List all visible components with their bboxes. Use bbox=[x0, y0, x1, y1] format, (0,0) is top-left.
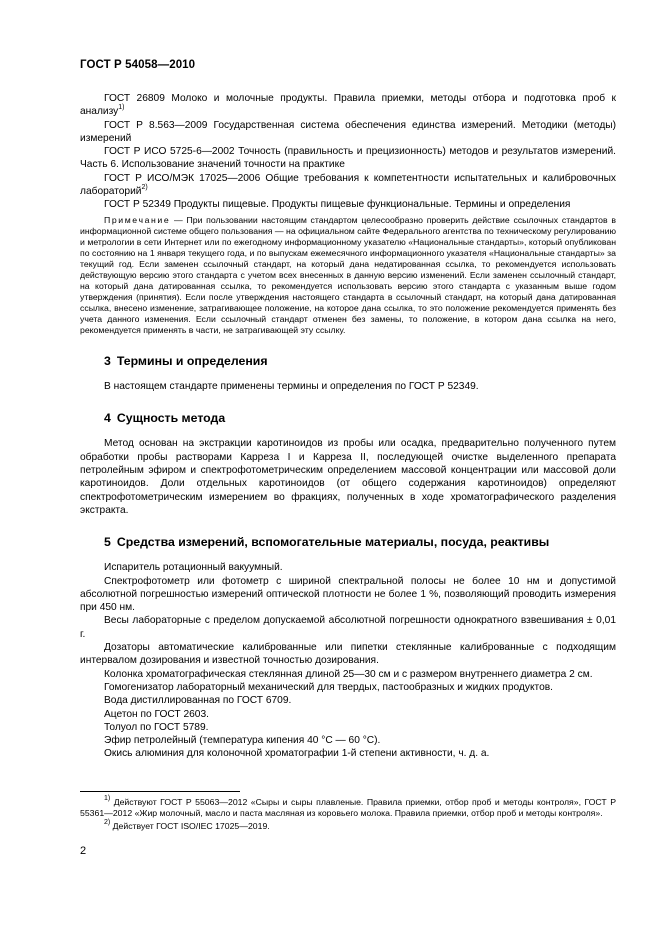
equipment-item: Гомогенизатор лабораторный механический для твердых, пастообразных и жидких продуктов. bbox=[104, 681, 553, 693]
document-body bbox=[80, 92, 616, 761]
section-4-text: Метод основан на экстракции каротиноидов из пробы или осадка, предварительно полученного путем обработки пробы растворами Карреза I и Карреза II, последующей очистке выделенного препарата петролейным эфиром и спектрофотометрическим определением массовой концентрации или массовой доли каротиноидов. Доли отдельных каротиноидов (от общего содержания каротиноидов) определяют спектрофотометрическим измерением во фракциях, полученных в ходе хроматографического разделения экстракта. bbox=[80, 438, 616, 516]
reference-item: ГОСТ Р ИСО 5725-6—2002 Точность (правильность и прецизионность) методов и результатов измерений. Часть 6. Использование значений точности на практике bbox=[80, 146, 616, 171]
footnote: $^{2)}$ Действует ГОСТ ISO/IEC 17025—2019. bbox=[104, 819, 270, 832]
equipment-item: Колонка хроматографическая стеклянная длиной 25—30 см и с размером внутреннего диаметра 2 см. bbox=[104, 668, 593, 680]
reference-item: ГОСТ Р 8.563—2009 Государственная система обеспечения единства измерений. Методики (методы) измерений bbox=[80, 119, 616, 144]
footnote: $^{1)}$ Действуют ГОСТ Р 55063—2012 «Сыры и сыры плавленые. Правила приемки, отбор проб и методы контроля», ГОСТ Р 55361—2012 «Жир молочный, масло и паста масляная из коровьего молока. Правила приемки, отбор проб и методы контроля». bbox=[80, 795, 616, 819]
reference-item: ГОСТ Р ИСО/МЭК 17025—2006 Общие требования к компетентности испытательных и калибровочных лабораторий$^{2)}$ bbox=[80, 172, 616, 198]
footnote-mark[interactable]: 2) bbox=[141, 184, 148, 192]
section-heading-3: 3 Термины и определения bbox=[104, 354, 268, 369]
reference-item: ГОСТ 26809 Молоко и молочные продукты. Правила приемки, методы отбора и подготовка проб к анализу$^{1)}$ bbox=[80, 93, 616, 118]
equipment-item: Эфир петролейный (температура кипения 40 °С — 60 °С). bbox=[104, 735, 381, 747]
equipment-item: Дозаторы автоматические калиброванные или пипетки стеклянные калиброванные с подходящим интервалом дозирования и известной точностью дозирования. bbox=[80, 642, 616, 667]
equipment-item: Окись алюминия для колоночной хроматографии 1-й степени активности, ч. д. а. bbox=[104, 748, 490, 760]
footnotes bbox=[80, 797, 616, 834]
equipment-item: Вода дистиллированная по ГОСТ 6709. bbox=[104, 695, 292, 707]
footnote-divider bbox=[80, 791, 240, 792]
reference-item: ГОСТ Р 52349 Продукты пищевые. Продукты пищевые функциональные. Термины и определения bbox=[104, 199, 571, 211]
equipment-item: Толуол по ГОСТ 5789. bbox=[104, 721, 209, 733]
section-heading-5: 5 Средства измерений, вспомогательные материалы, посуда, реактивы bbox=[104, 535, 550, 550]
footnote-mark[interactable]: 1) bbox=[118, 104, 125, 112]
equipment-item: Весы лабораторные с пределом допускаемой абсолютной погрешности однократного взвешивания ± 0,01 г. bbox=[80, 615, 616, 640]
equipment-item: Ацетон по ГОСТ 2603. bbox=[104, 708, 209, 720]
document-header: ГОСТ Р 54058—2010 bbox=[80, 59, 196, 71]
equipment-item: Спектрофотометр или фотометр с шириной спектральной полосы не более 10 нм и допустимой абсолютной погрешностью измерений оптической плотности не более 1 %, позволяющий проводить измерения при 450 нм. bbox=[80, 575, 616, 614]
note-text: — При пользовании настоящим стандартом целесообразно проверить действие ссылочных стандартов в информационной системе общего пользования — на официальном сайте Федерального агентства по техническому регулированию и метрологии в сети Интернет или по ежегодному информационному указателю «Национальные стандарты», который опубликован по состоянию на 1 января текущего года, и по выпускам ежемесячного информационного указателя «Национальные стандарты» за текущий год. Если заменен ссылочный стандарт, на который дана недатированная ссылка, то рекомендуется использовать действующую версию этого стандарта с учетом всех внесенных в данную версию изменений. Если заменен ссылочный стандарт, на который дана датированная ссылка, то рекомендуется использовать версию этого стандарта с указанным выше годом утверждения (принятия). Если после утверждения настоящего стандарта в ссылочный стандарт, на который дана датированная ссылка, внесено изменение, затрагивающее положение, на которое дана ссылка, то это положение рекомендуется применять без учета данного изменения. Если ссылочный стандарт отменен без замены, то положение, в котором дана ссылка на него, рекомендуется применять в части, не затрагивающей эту ссылку. bbox=[80, 214, 616, 336]
note-label: Примечание bbox=[104, 214, 171, 225]
page-number: 2 bbox=[80, 845, 87, 857]
equipment-item: Испаритель ротационный вакуумный. bbox=[104, 562, 283, 574]
note-paragraph bbox=[80, 215, 616, 337]
footnote-mark: 1) bbox=[104, 795, 111, 802]
section-heading-4: 4 Сущность метода bbox=[104, 411, 226, 426]
footnote-mark: 2) bbox=[104, 819, 111, 827]
section-3-text: В настоящем стандарте применены термины и определения по ГОСТ Р 52349. bbox=[104, 381, 479, 393]
